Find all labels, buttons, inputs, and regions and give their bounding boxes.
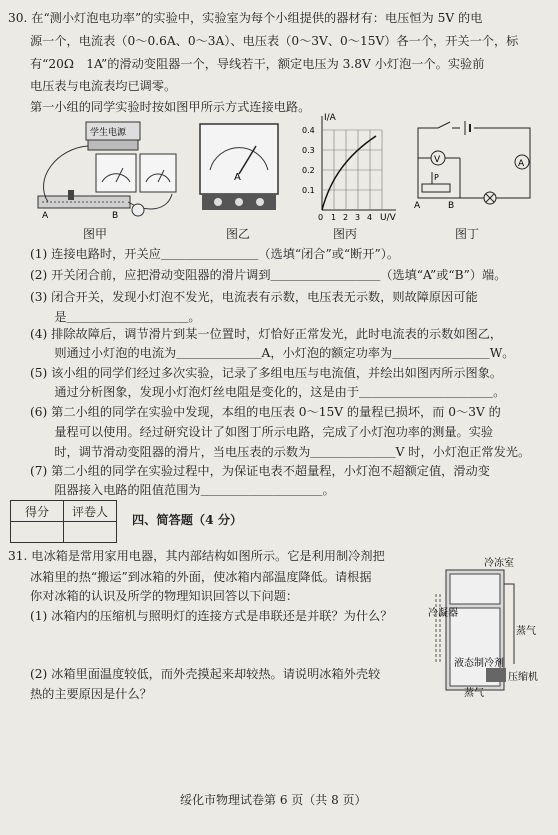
q30-item: (4) 排除故障后，调节滑片到某一位置时，灯恰好正常发光，此时电流表的示数如图乙， [30,327,503,341]
grader-header: 评卷人 [64,501,117,522]
q30-item: 是＿＿＿＿＿＿＿＿＿＿。 [30,310,201,324]
vapor-label: 蒸气 [516,626,536,637]
q30-item: (7) 第二小组的同学在实验过程中，为保证电表不超量程，小灯泡不超额定值，滑动变 [30,464,490,478]
graph-xtick: 3 [355,213,361,222]
graph-xtick: 0 [318,213,324,222]
q30-item: (5) 该小组的同学们经过多次实验，记录了多组电压与电流值，并绘出如图丙所示图象。 [30,366,503,380]
slider-label: P [434,173,439,182]
rheostat-end-a: A [414,201,421,210]
q31-line: 热的主要原因是什么？ [30,687,152,701]
power-supply-label: 学生电源 [90,128,127,138]
caption-jia: 图甲 [83,227,108,241]
graph-ytick: 0.1 [302,186,315,195]
grader-cell [64,522,117,543]
section-heading: 四、简答题（4 分） [132,513,243,527]
q30-intro-line2: 源一个，电流表（0～0.6A、0～3A）、电压表（0～3V、0～15V）各一个，开关一个，标 [30,34,519,48]
q30-item: 量程可以使用。经过研究设计了如图丁所示电路，完成了小灯泡功率的测量。实验 [30,425,494,439]
caption-bing: 图丙 [333,227,358,241]
score-header: 得分 [11,501,64,522]
q30-item: 则通过小灯泡的电流为＿＿＿＿＿＿＿A，小灯泡的额定功率为＿＿＿＿＿＿＿＿W。 [30,346,515,360]
liquid-refrigerant-label: 液态制冷剂 [454,658,504,669]
q30-intro-line5: 第一小组的同学实验时按如图甲所示方式连接电路。 [30,100,311,114]
caption-yi: 图乙 [226,227,251,241]
condenser-label: 冷凝器 [428,608,458,619]
q30-intro-line4: 电压表与电流表均已调零。 [30,79,177,93]
ammeter-label: A [518,159,525,169]
graph-xlabel: U/V [380,213,396,222]
q30-item: (6) 第二小组的同学在实验中发现，本组的电压表 0～15V 的量程已损坏，而 0～3V 的 [30,405,501,419]
graph-xtick: 4 [367,213,373,222]
svg-text:A: A [234,172,241,183]
graph-xtick: 2 [343,213,349,222]
q30-intro-line1: 30. 在“测小灯泡电功率”的实验中，实验室为每个小组提供的器材有：电压恒为 5V 的电 [8,11,483,25]
figure-ding-circuit [410,118,534,210]
svg-text:A: A [42,211,49,221]
graph-ytick: 0.3 [302,146,315,155]
score-cell [11,522,64,543]
caption-ding: 图丁 [455,227,480,241]
voltmeter-label: V [434,155,441,165]
q31-line: (1) 冰箱内的压缩机与照明灯的连接方式是串联还是并联？为什么？ [30,609,393,623]
freezer-label: 冷冻室 [484,558,514,569]
q31-line: 31. 电冰箱是常用家用电器，其内部结构如图所示。它是利用制冷剂把 [8,549,385,563]
q31-line: (2) 冰箱里面温度较低，而外壳摸起来却较热。请说明冰箱外壳较 [30,667,381,681]
q30-item: 阻器接入电路的阻值范围为＿＿＿＿＿＿＿＿＿＿。 [30,483,335,497]
q30-item: (3) 闭合开关，发现小灯泡不发光，电流表有示数，电压表无示数，则故障原因可能 [30,290,478,304]
graph-xtick: 1 [331,213,337,222]
q31-line: 你对冰箱的认识及所学的物理知识回答以下问题： [30,589,299,603]
figure-bing-graph [296,110,404,222]
page-footer: 绥化市物理试卷第 6 页（共 8 页） [180,793,367,807]
vapor2-label: 蒸气 [464,688,484,699]
q30-item: (1) 连接电路时，开关应＿＿＿＿＿＿＿＿（选填“闭合”或“断开”）。 [30,247,400,261]
graph-ylabel: I/A [324,113,336,123]
figure-yi-ammeter [198,122,280,218]
compressor-label: 压缩机 [508,672,538,683]
fridge-diagram [428,554,546,700]
graph-ytick: 0.2 [302,166,315,175]
svg-text:B: B [112,211,119,221]
graph-ytick: 0.4 [302,126,315,135]
q30-item: (2) 开关闭合前，应把滑动变阻器的滑片调到＿＿＿＿＿＿＿＿＿（选填“A”或“B”）端。 [30,268,507,282]
q31-line: 冰箱里的热“搬运”到冰箱的外面，使冰箱内部温度降低。请根据 [30,570,372,584]
score-table [10,500,117,543]
figure-jia-apparatus [28,118,178,222]
q30-item: 通过分析图象，发现小灯泡灯丝电阻是变化的，这是由于＿＿＿＿＿＿＿＿＿＿＿。 [30,385,506,399]
q30-intro-line3: 有“20Ω 1A”的滑动变阻器一个，导线若干，额定电压为 3.8V 小灯泡一个。实验前 [30,57,485,71]
q30-item: 时，调节滑动变阻器的滑片，当电压表的示数为＿＿＿＿＿＿＿V 时，小灯泡正常发光。 [30,445,531,459]
rheostat-end-b: B [448,201,455,210]
